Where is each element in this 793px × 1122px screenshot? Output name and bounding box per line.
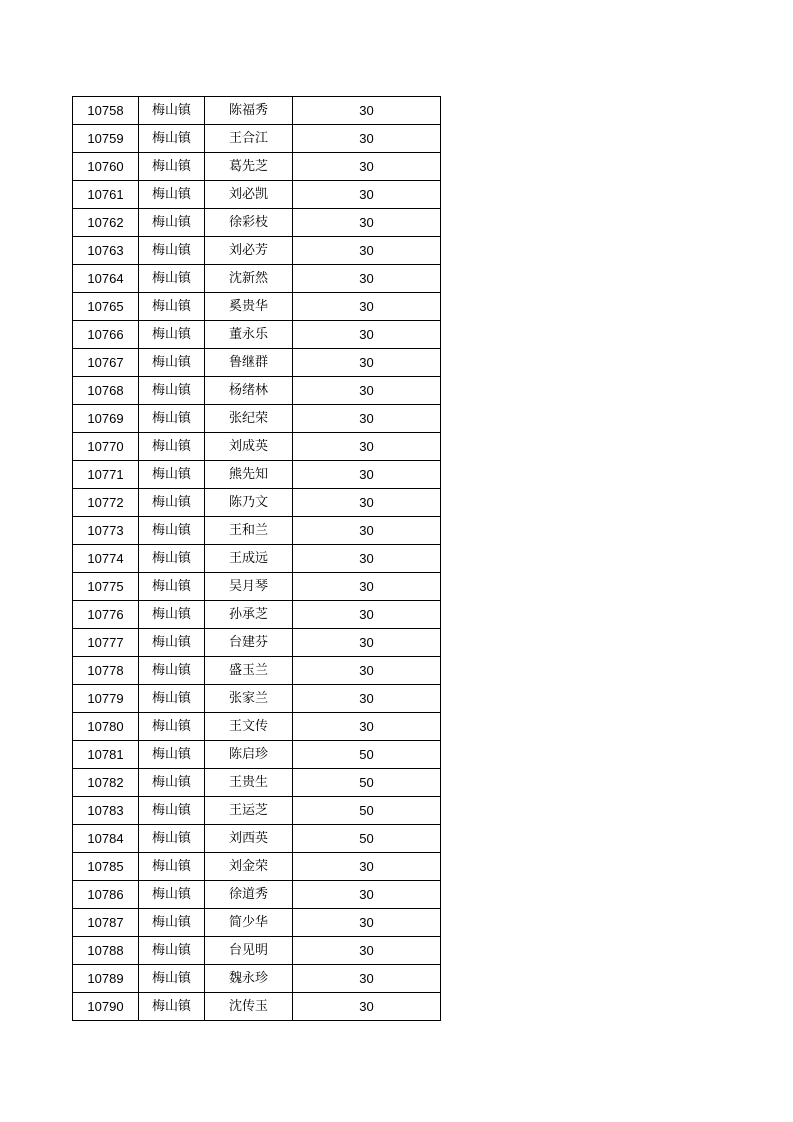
table-row [73, 461, 441, 489]
cell-name: 葛先芝 [205, 153, 293, 181]
cell-id: 10764 [73, 265, 139, 293]
cell-amount: 50 [293, 741, 441, 769]
cell-amount: 30 [293, 685, 441, 713]
table-row [73, 181, 441, 209]
cell-town: 梅山镇 [139, 573, 205, 601]
cell-name: 台建芬 [205, 629, 293, 657]
cell-town: 梅山镇 [139, 601, 205, 629]
cell-town: 梅山镇 [139, 629, 205, 657]
cell-id: 10779 [73, 685, 139, 713]
cell-name: 董永乐 [205, 321, 293, 349]
cell-amount: 30 [293, 573, 441, 601]
cell-amount: 30 [293, 125, 441, 153]
cell-town: 梅山镇 [139, 405, 205, 433]
cell-name: 徐道秀 [205, 881, 293, 909]
table-row [73, 909, 441, 937]
table-body [73, 97, 441, 1021]
cell-id: 10762 [73, 209, 139, 237]
table-row [73, 125, 441, 153]
cell-name: 王文传 [205, 713, 293, 741]
cell-id: 10758 [73, 97, 139, 125]
cell-id: 10768 [73, 377, 139, 405]
cell-town: 梅山镇 [139, 853, 205, 881]
table-row [73, 377, 441, 405]
cell-id: 10776 [73, 601, 139, 629]
table-row [73, 545, 441, 573]
cell-town: 梅山镇 [139, 517, 205, 545]
table-row [73, 97, 441, 125]
table-row [73, 237, 441, 265]
cell-town: 梅山镇 [139, 321, 205, 349]
cell-name: 奚贵华 [205, 293, 293, 321]
cell-amount: 50 [293, 825, 441, 853]
table-row [73, 405, 441, 433]
cell-town: 梅山镇 [139, 657, 205, 685]
cell-name: 王和兰 [205, 517, 293, 545]
cell-name: 刘必凯 [205, 181, 293, 209]
cell-amount: 30 [293, 489, 441, 517]
cell-id: 10772 [73, 489, 139, 517]
cell-amount: 30 [293, 349, 441, 377]
cell-id: 10778 [73, 657, 139, 685]
cell-name: 刘金荣 [205, 853, 293, 881]
table-row [73, 293, 441, 321]
data-table [72, 96, 441, 1021]
cell-amount: 30 [293, 601, 441, 629]
cell-amount: 30 [293, 713, 441, 741]
table-row [73, 853, 441, 881]
cell-name: 沈新然 [205, 265, 293, 293]
cell-id: 10781 [73, 741, 139, 769]
cell-id: 10775 [73, 573, 139, 601]
cell-amount: 30 [293, 153, 441, 181]
table-row [73, 685, 441, 713]
cell-id: 10770 [73, 433, 139, 461]
cell-town: 梅山镇 [139, 713, 205, 741]
cell-amount: 30 [293, 377, 441, 405]
cell-town: 梅山镇 [139, 97, 205, 125]
cell-town: 梅山镇 [139, 293, 205, 321]
table-row [73, 573, 441, 601]
cell-town: 梅山镇 [139, 545, 205, 573]
cell-town: 梅山镇 [139, 125, 205, 153]
cell-id: 10763 [73, 237, 139, 265]
cell-name: 刘西英 [205, 825, 293, 853]
cell-id: 10773 [73, 517, 139, 545]
cell-town: 梅山镇 [139, 489, 205, 517]
cell-name: 台见明 [205, 937, 293, 965]
cell-amount: 30 [293, 293, 441, 321]
table-row [73, 881, 441, 909]
cell-town: 梅山镇 [139, 965, 205, 993]
cell-amount: 30 [293, 321, 441, 349]
cell-amount: 30 [293, 405, 441, 433]
cell-town: 梅山镇 [139, 461, 205, 489]
cell-amount: 30 [293, 909, 441, 937]
cell-town: 梅山镇 [139, 685, 205, 713]
cell-id: 10783 [73, 797, 139, 825]
cell-amount: 30 [293, 657, 441, 685]
cell-town: 梅山镇 [139, 209, 205, 237]
cell-id: 10789 [73, 965, 139, 993]
cell-id: 10787 [73, 909, 139, 937]
cell-town: 梅山镇 [139, 181, 205, 209]
cell-name: 魏永珍 [205, 965, 293, 993]
cell-town: 梅山镇 [139, 433, 205, 461]
cell-id: 10767 [73, 349, 139, 377]
cell-id: 10780 [73, 713, 139, 741]
table-row [73, 797, 441, 825]
cell-name: 杨绪林 [205, 377, 293, 405]
cell-name: 刘成英 [205, 433, 293, 461]
cell-town: 梅山镇 [139, 937, 205, 965]
cell-town: 梅山镇 [139, 797, 205, 825]
cell-town: 梅山镇 [139, 769, 205, 797]
table-row [73, 937, 441, 965]
cell-amount: 30 [293, 545, 441, 573]
cell-id: 10771 [73, 461, 139, 489]
cell-amount: 30 [293, 181, 441, 209]
table-row [73, 321, 441, 349]
cell-id: 10761 [73, 181, 139, 209]
cell-id: 10759 [73, 125, 139, 153]
cell-name: 徐彩枝 [205, 209, 293, 237]
cell-amount: 50 [293, 797, 441, 825]
cell-name: 陈启珍 [205, 741, 293, 769]
cell-amount: 30 [293, 853, 441, 881]
cell-town: 梅山镇 [139, 993, 205, 1021]
cell-amount: 30 [293, 461, 441, 489]
table-row [73, 629, 441, 657]
cell-name: 王合江 [205, 125, 293, 153]
cell-amount: 50 [293, 769, 441, 797]
cell-id: 10765 [73, 293, 139, 321]
table-row [73, 153, 441, 181]
cell-town: 梅山镇 [139, 237, 205, 265]
table-row [73, 965, 441, 993]
cell-name: 陈福秀 [205, 97, 293, 125]
cell-name: 孙承芝 [205, 601, 293, 629]
cell-amount: 30 [293, 965, 441, 993]
cell-id: 10784 [73, 825, 139, 853]
cell-name: 陈乃文 [205, 489, 293, 517]
cell-town: 梅山镇 [139, 881, 205, 909]
cell-town: 梅山镇 [139, 909, 205, 937]
table-row [73, 601, 441, 629]
cell-amount: 30 [293, 209, 441, 237]
cell-amount: 30 [293, 937, 441, 965]
cell-id: 10769 [73, 405, 139, 433]
cell-amount: 30 [293, 993, 441, 1021]
cell-id: 10790 [73, 993, 139, 1021]
cell-id: 10760 [73, 153, 139, 181]
cell-name: 沈传玉 [205, 993, 293, 1021]
cell-id: 10774 [73, 545, 139, 573]
cell-amount: 30 [293, 517, 441, 545]
table-row [73, 657, 441, 685]
cell-town: 梅山镇 [139, 265, 205, 293]
cell-id: 10777 [73, 629, 139, 657]
table-row [73, 433, 441, 461]
cell-name: 熊先知 [205, 461, 293, 489]
cell-amount: 30 [293, 433, 441, 461]
table-row [73, 349, 441, 377]
cell-name: 鲁继群 [205, 349, 293, 377]
cell-amount: 30 [293, 237, 441, 265]
cell-id: 10766 [73, 321, 139, 349]
cell-name: 简少华 [205, 909, 293, 937]
cell-town: 梅山镇 [139, 349, 205, 377]
table-row [73, 517, 441, 545]
cell-name: 吴月琴 [205, 573, 293, 601]
table-row [73, 713, 441, 741]
table-row [73, 265, 441, 293]
cell-name: 王贵生 [205, 769, 293, 797]
cell-amount: 30 [293, 629, 441, 657]
cell-id: 10788 [73, 937, 139, 965]
cell-amount: 30 [293, 265, 441, 293]
cell-town: 梅山镇 [139, 377, 205, 405]
table-row [73, 489, 441, 517]
cell-amount: 30 [293, 881, 441, 909]
table-row [73, 825, 441, 853]
cell-name: 刘必芳 [205, 237, 293, 265]
cell-name: 王成远 [205, 545, 293, 573]
cell-name: 张家兰 [205, 685, 293, 713]
cell-town: 梅山镇 [139, 741, 205, 769]
table-row [73, 769, 441, 797]
cell-town: 梅山镇 [139, 825, 205, 853]
cell-id: 10785 [73, 853, 139, 881]
cell-amount: 30 [293, 97, 441, 125]
table-row [73, 741, 441, 769]
table-row [73, 209, 441, 237]
cell-name: 盛玉兰 [205, 657, 293, 685]
cell-id: 10786 [73, 881, 139, 909]
table-row [73, 993, 441, 1021]
cell-name: 王运芝 [205, 797, 293, 825]
cell-town: 梅山镇 [139, 153, 205, 181]
cell-name: 张纪荣 [205, 405, 293, 433]
cell-id: 10782 [73, 769, 139, 797]
